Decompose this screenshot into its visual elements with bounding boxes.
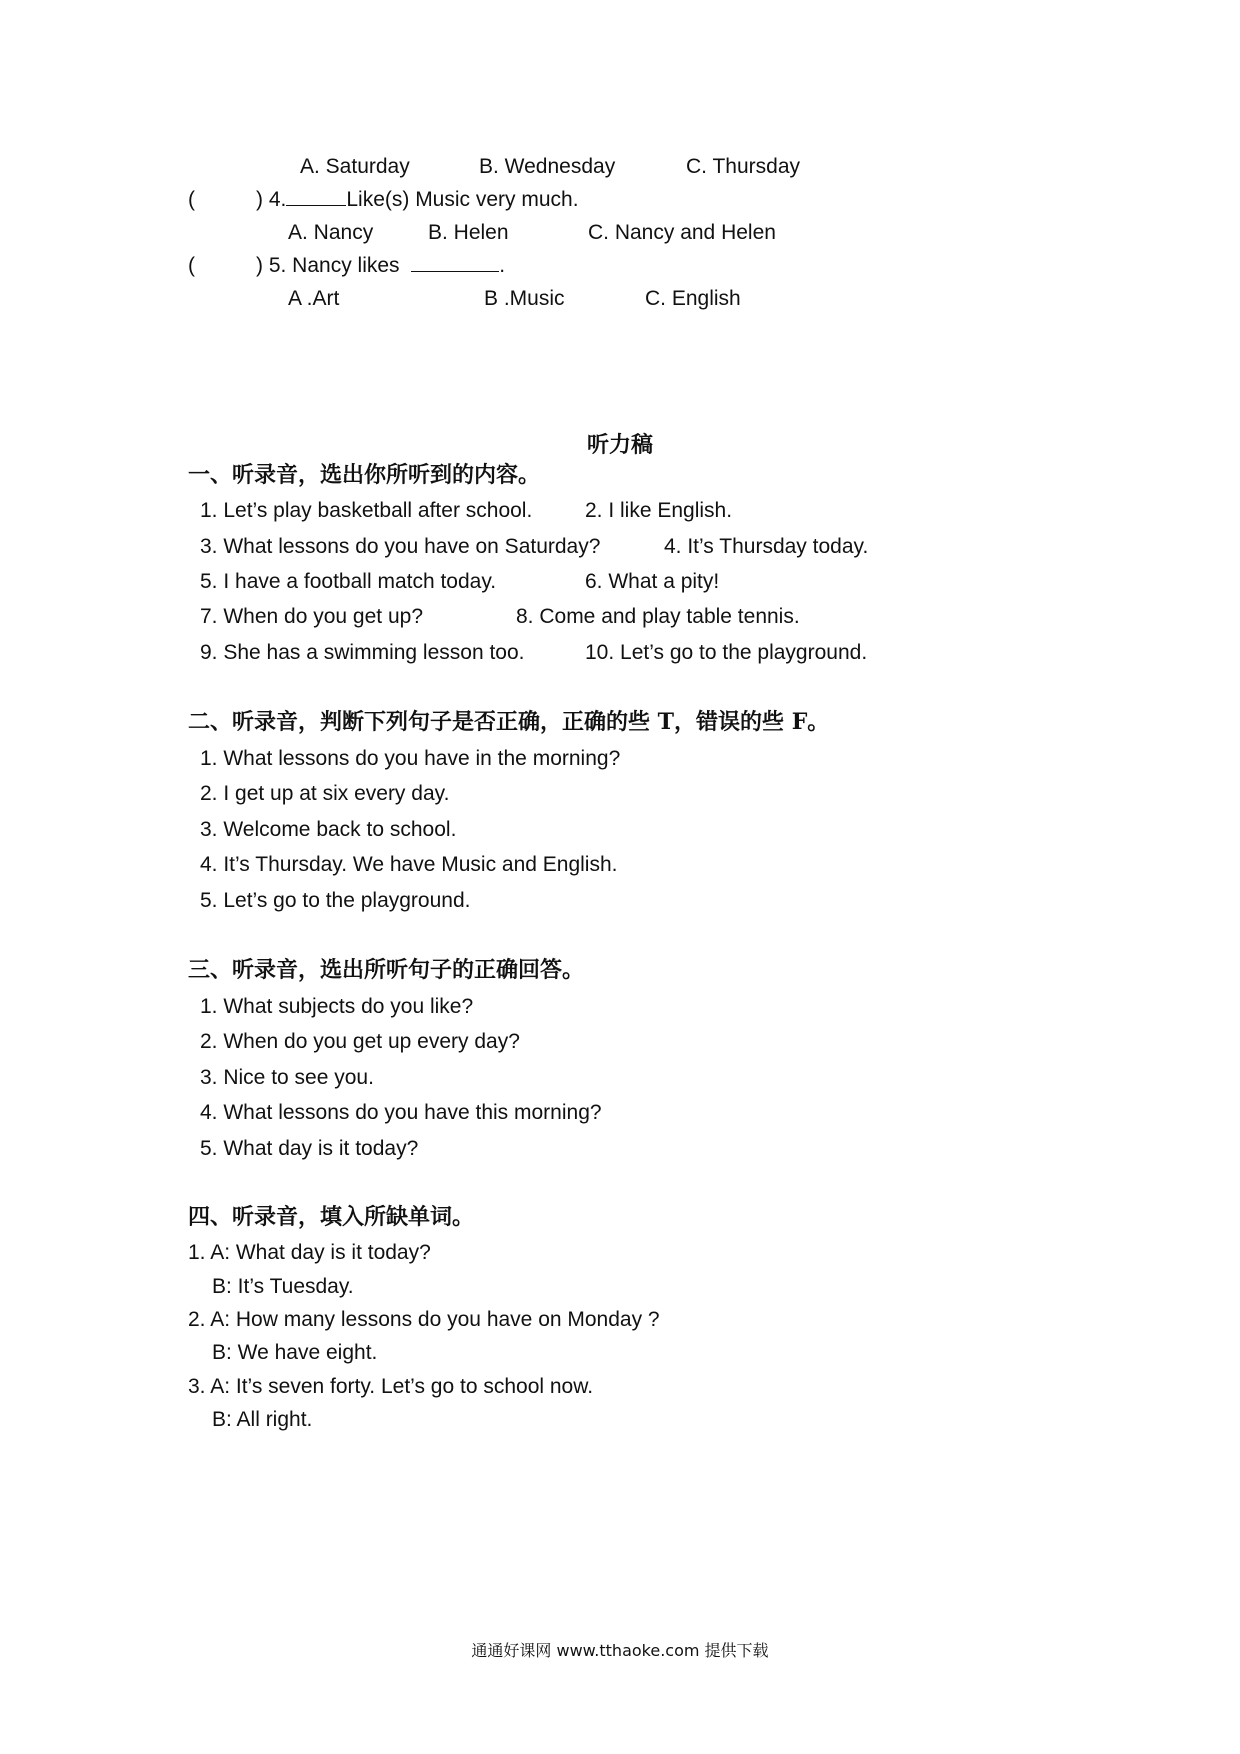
q5-option-b: B .Music bbox=[484, 287, 565, 310]
s2-item-1: 1. What lessons do you have in the morning? bbox=[200, 747, 621, 770]
q4-stem bbox=[256, 187, 579, 213]
footer-source: 通通好课网 www.tthaoke.com 提供下载 bbox=[471, 1641, 769, 1660]
s1-item-4: 4. It’s Thursday today. bbox=[664, 535, 869, 558]
q3-option-b: B. Wednesday bbox=[479, 155, 616, 178]
s1-item-7: 7. When do you get up? bbox=[200, 605, 423, 628]
section2-heading: 二、听录音，判断下列句子是否正确，正确的些 T，错误的些 F。 bbox=[188, 709, 830, 735]
q3-option-c: C. Thursday bbox=[686, 155, 800, 178]
s2-item-5: 5. Let’s go to the playground. bbox=[200, 889, 471, 912]
q5-option-a: A .Art bbox=[288, 287, 340, 310]
s4-dialog-2-b: B: We have eight. bbox=[212, 1341, 378, 1364]
s1-item-8: 8. Come and play table tennis. bbox=[516, 605, 800, 628]
q4-option-a: A. Nancy bbox=[288, 221, 374, 244]
s4-dialog-1-b: B: It’s Tuesday. bbox=[212, 1275, 354, 1298]
script-title: 听力稿 bbox=[586, 432, 653, 458]
q5-paren-open: ( bbox=[188, 254, 195, 277]
s1-item-5: 5. I have a football match today. bbox=[200, 570, 497, 593]
s1-item-2: 2. I like English. bbox=[585, 499, 733, 522]
s4-dialog-3-a: 3. A: It’s seven forty. Let’s go to school now. bbox=[188, 1375, 594, 1398]
q4-blank bbox=[286, 187, 346, 206]
section3-heading: 三、听录音，选出所听句子的正确回答。 bbox=[188, 957, 585, 983]
s3-item-3: 3. Nice to see you. bbox=[200, 1066, 374, 1089]
q5-blank bbox=[411, 253, 499, 272]
q5-option-c: C. English bbox=[645, 287, 741, 310]
section4-heading: 四、听录音，填入所缺单词。 bbox=[188, 1204, 475, 1230]
q4-option-c: C. Nancy and Helen bbox=[588, 221, 776, 244]
s1-item-6: 6. What a pity! bbox=[585, 570, 720, 593]
s2-item-2: 2. I get up at six every day. bbox=[200, 782, 450, 805]
q4-paren-open: ( bbox=[188, 188, 195, 211]
q5-text-end: . bbox=[499, 254, 506, 277]
s3-item-1: 1. What subjects do you like? bbox=[200, 995, 474, 1018]
q4-option-b: B. Helen bbox=[428, 221, 509, 244]
q5-stem bbox=[256, 253, 505, 279]
s3-item-2: 2. When do you get up every day? bbox=[200, 1030, 520, 1053]
s3-item-5: 5. What day is it today? bbox=[200, 1137, 419, 1160]
s2-item-4: 4. It’s Thursday. We have Music and English. bbox=[200, 853, 618, 876]
s1-item-10: 10. Let’s go to the playground. bbox=[585, 641, 868, 664]
q3-option-a: A. Saturday bbox=[300, 155, 410, 178]
s4-dialog-1-a: 1. A: What day is it today? bbox=[188, 1241, 431, 1264]
s1-item-1: 1. Let’s play basketball after school. bbox=[200, 499, 533, 522]
q5-number: ) 5. Nancy likes bbox=[256, 254, 400, 277]
s4-dialog-2-a: 2. A: How many lessons do you have on Monday ? bbox=[188, 1308, 660, 1331]
s3-item-4: 4. What lessons do you have this morning? bbox=[200, 1101, 602, 1124]
section1-heading: 一、听录音，选出你所听到的内容。 bbox=[188, 462, 541, 488]
s1-item-3: 3. What lessons do you have on Saturday? bbox=[200, 535, 601, 558]
q4-number: ) 4. bbox=[256, 188, 287, 211]
s1-item-9: 9. She has a swimming lesson too. bbox=[200, 641, 525, 664]
q4-text: Like(s) Music very much. bbox=[346, 188, 579, 211]
s4-dialog-3-b: B: All right. bbox=[212, 1408, 313, 1431]
s2-item-3: 3. Welcome back to school. bbox=[200, 818, 457, 841]
